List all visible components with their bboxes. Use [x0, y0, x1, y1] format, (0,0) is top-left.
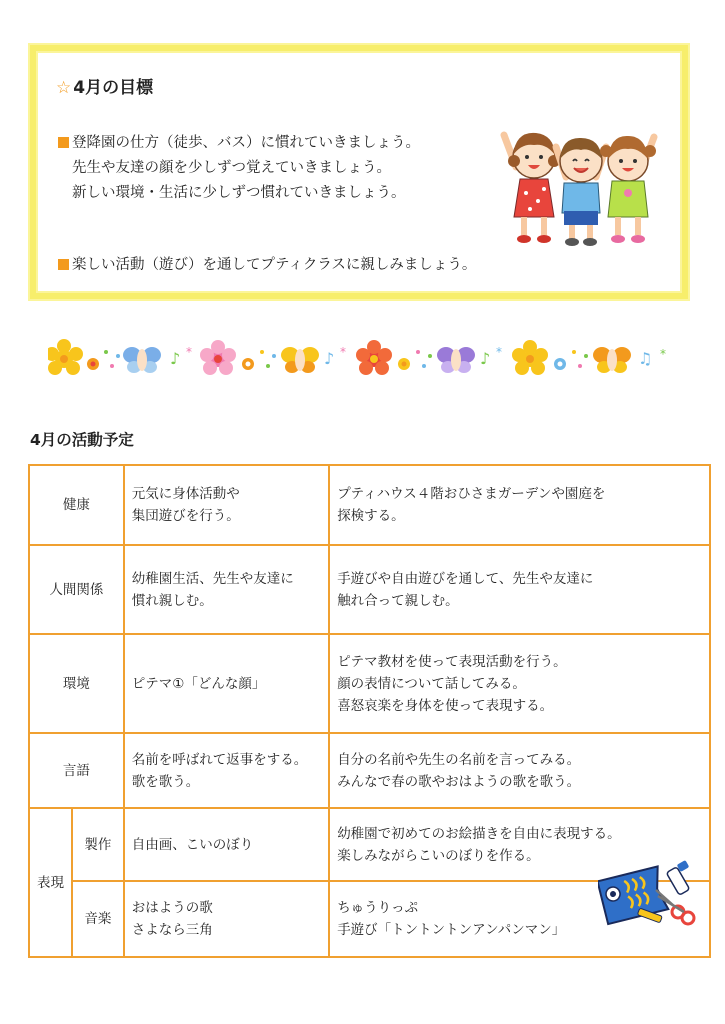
goal-text: 登降園の仕方（徒歩、バス）に慣れていきましょう。	[72, 135, 420, 151]
goals-title-text: 4月の目標	[73, 78, 154, 98]
butterfly-icon	[123, 347, 161, 373]
content-cell	[124, 634, 329, 733]
cell-line: 手遊びや自由遊びを通して、先生や友達に	[337, 570, 594, 587]
children-illustration	[494, 117, 664, 257]
content-cell	[124, 733, 329, 808]
activity-cell	[329, 545, 710, 634]
cell-line: ピテマ教材を使って表現活動を行う。	[337, 653, 567, 670]
cell-line: 歌を歌う。	[131, 773, 200, 790]
table-row	[29, 465, 710, 545]
goal-item-1-line-1	[58, 131, 420, 152]
girl-right-figure	[600, 136, 656, 243]
craft-supplies-illustration	[598, 860, 696, 930]
cell-line: 幼稚園生活、先生や友達に	[131, 570, 294, 587]
small-flower-icon	[87, 358, 99, 370]
activity-cell	[329, 465, 710, 545]
small-flower-icon	[242, 358, 254, 370]
goal-item-1-line-2: 先生や友達の顔を少しずつ覚えていきましょう。	[72, 160, 391, 176]
activity-cell	[329, 634, 710, 733]
cell-line: 自由画、こいのぼり	[131, 836, 254, 853]
cell-line: 喜怒哀楽を身体を使って表現する。	[337, 697, 554, 714]
butterfly-icon	[593, 347, 631, 373]
category-cell: 人間関係	[29, 545, 124, 634]
flower-icon	[512, 340, 548, 375]
svg-text:♪: ♪	[480, 349, 491, 368]
table-row	[29, 733, 710, 808]
category-cell: 表現	[29, 808, 72, 957]
small-flower-icon	[398, 358, 410, 370]
flower-butterfly-garland	[48, 338, 680, 380]
content-cell	[124, 545, 329, 634]
butterfly-icon	[281, 347, 319, 373]
girl-left-figure	[504, 133, 560, 243]
cell-line: 楽しみながらこいのぼりを作る。	[337, 847, 540, 864]
flower-icon	[48, 339, 83, 375]
orange-square-bullet-icon	[58, 137, 69, 148]
svg-text:♪: ♪	[170, 349, 181, 368]
svg-text:♫: ♫	[638, 349, 653, 368]
svg-text:*: *	[660, 347, 666, 361]
cell-line: 慣れ親しむ。	[131, 592, 213, 609]
svg-text:*: *	[186, 345, 192, 359]
cell-line: ちゅうりっぷ	[337, 900, 419, 916]
svg-text:*: *	[340, 345, 346, 359]
goals-title	[56, 73, 153, 98]
cell-line: 集団遊びを行う。	[131, 508, 240, 524]
goal-item-2-line-1	[58, 253, 476, 274]
cell-line: みんなで春の歌やおはようの歌を歌う。	[337, 773, 581, 790]
content-cell	[124, 808, 329, 881]
schedule-title: 4月の活動予定	[30, 431, 134, 449]
cell-line: 手遊び「トントントンアンパンマン」	[337, 922, 566, 938]
cell-line: さよなら三角	[131, 922, 213, 938]
boy-middle-figure	[556, 138, 606, 246]
orange-square-bullet-icon	[58, 259, 69, 270]
small-flower-icon	[554, 358, 566, 370]
cell-line: プティハウス４階おひさまガーデンや園庭を	[337, 486, 606, 502]
cell-line: 幼稚園で初めてのお絵描きを自由に表現する。	[337, 825, 621, 842]
goal-item-1-line-3: 新しい環境・生活に少しずつ慣れていきましょう。	[72, 185, 406, 201]
cell-line: 元気に身体活動や	[131, 486, 240, 502]
table-row	[29, 634, 710, 733]
content-cell	[124, 881, 329, 957]
cell-line: ピテマ①「どんな顔」	[131, 675, 266, 692]
glue-icon	[666, 860, 689, 895]
category-cell: 環境	[29, 634, 124, 733]
svg-text:♪: ♪	[324, 349, 335, 368]
goal-text: 楽しい活動（遊び）を通してプティクラスに親しみましょう。	[72, 257, 477, 273]
star-icon: ☆	[56, 78, 72, 98]
flower-icon	[200, 340, 236, 375]
subcategory-cell: 音楽	[72, 881, 124, 957]
cell-line: おはようの歌	[131, 900, 213, 916]
cell-line: 探検する。	[337, 508, 405, 524]
cell-line: 自分の名前や先生の名前を言ってみる。	[337, 751, 581, 768]
table-row	[29, 545, 710, 634]
content-cell	[124, 465, 329, 545]
subcategory-cell: 製作	[72, 808, 124, 881]
category-cell: 言語	[29, 733, 124, 808]
goals-box	[30, 45, 688, 299]
cell-line: 顔の表情について話してみる。	[337, 675, 526, 692]
cell-line: 触れ合って親しむ。	[337, 592, 459, 609]
svg-text:*: *	[496, 345, 502, 359]
cell-line: 名前を呼ばれて返事をする。	[131, 751, 308, 768]
activity-cell	[329, 733, 710, 808]
flower-icon	[356, 340, 392, 375]
butterfly-icon	[437, 347, 475, 373]
category-cell: 健康	[29, 465, 124, 545]
